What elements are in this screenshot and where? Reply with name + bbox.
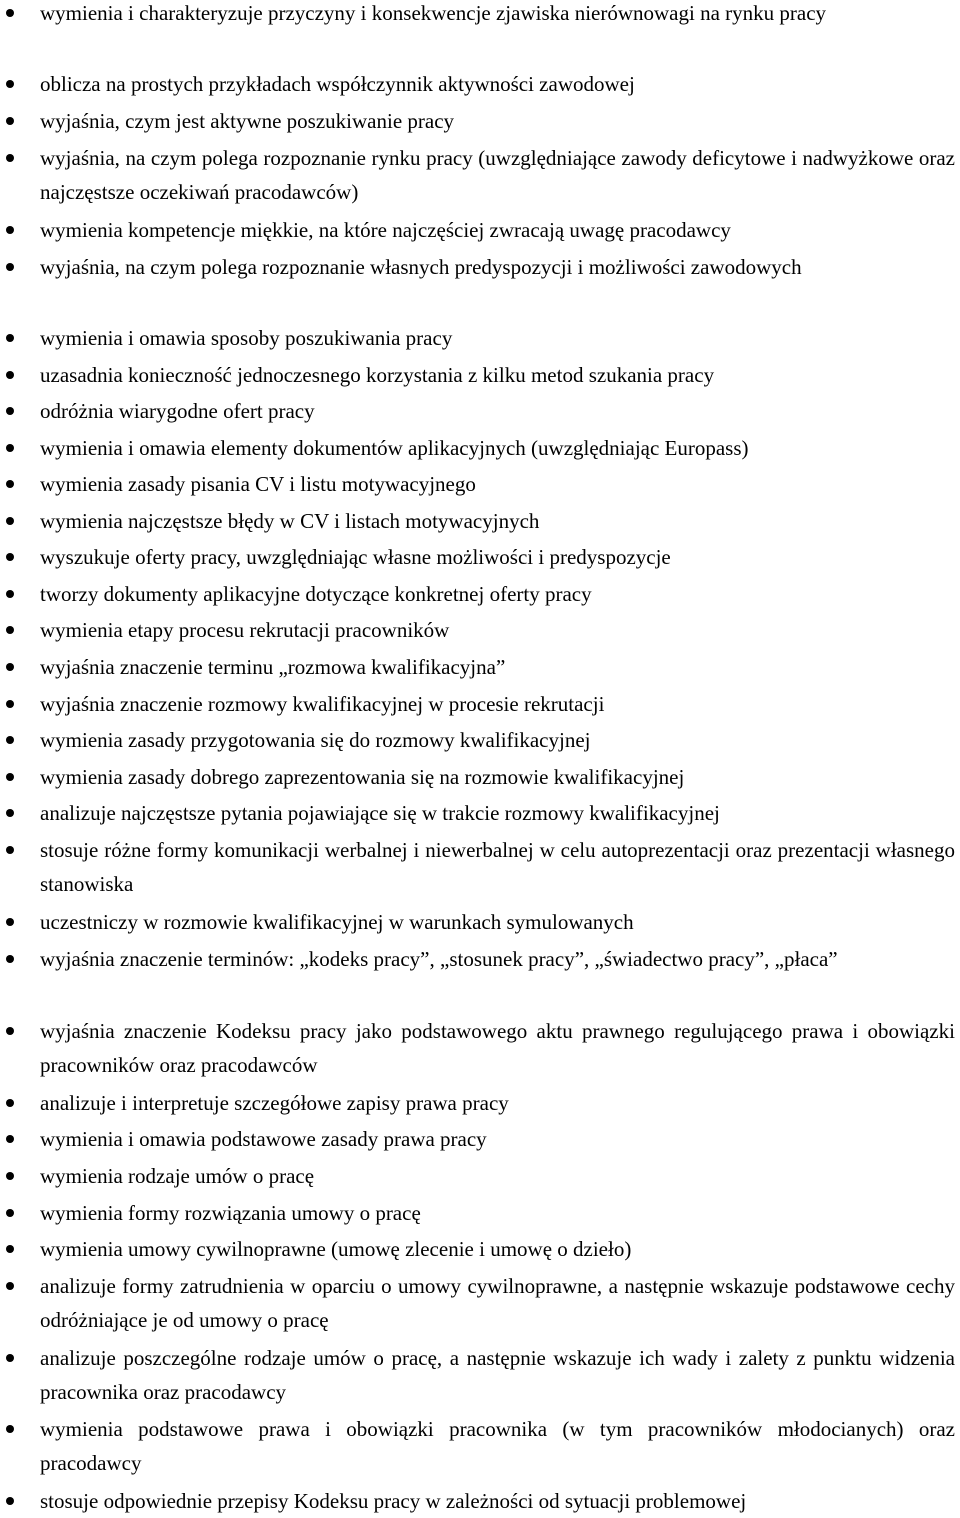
list-item-text: wymienia etapy procesu rekrutacji pracowników: [40, 618, 450, 642]
list-item-text: wyjaśnia, czym jest aktywne poszukiwanie pracy: [40, 109, 455, 133]
bullet-icon: [6, 80, 14, 88]
list-item-text: stosuje różne formy komunikacji werbalnej i niewerbalnej w celu autoprezentacji oraz prezentacji własnego stanowiska: [40, 838, 955, 896]
list-item-text: wymienia i omawia sposoby poszukiwania pracy: [40, 326, 453, 350]
list-item-text: analizuje formy zatrudnienia w oparciu o umowy cywilnoprawne, a następnie wskazuje podstawowe cechy odróżniające je od umowy o pracę: [40, 1274, 955, 1332]
list-item-text: wymienia formy rozwiązania umowy o pracę: [40, 1201, 421, 1225]
list-item-text: stosuje odpowiednie przepisy Kodeksu pracy w zależności od sytuacji problemowej: [40, 1489, 747, 1513]
bullet-icon: [6, 9, 14, 17]
bullet-icon: [6, 1354, 14, 1362]
list-item-text: analizuje najczęstsze pytania pojawiające się w trakcie rozmowy kwalifikacyjnej: [40, 801, 720, 825]
bullet-icon: [6, 263, 14, 271]
bullet-icon: [6, 955, 14, 963]
list-item-text: wymienia zasady dobrego zaprezentowania się na rozmowie kwalifikacyjnej: [40, 765, 685, 789]
bullet-icon: [6, 736, 14, 744]
list-item-text: oblicza na prostych przykładach współczynnik aktywności zawodowej: [40, 72, 635, 96]
bullet-icon: [6, 154, 14, 162]
list-item-text: wymienia i charakteryzuje przyczyny i konsekwencje zjawiska nierównowagi na rynku pracy: [40, 1, 827, 25]
bullet-icon: [6, 480, 14, 488]
bullet-icon: [6, 1027, 14, 1035]
list-item-text: wymienia rodzaje umów o pracę: [40, 1164, 315, 1188]
list-item-text: wymienia i omawia podstawowe zasady prawa pracy: [40, 1127, 487, 1151]
list-item-text: wymienia najczęstsze błędy w CV i listach motywacyjnych: [40, 509, 540, 533]
list-item-text: wyjaśnia, na czym polega rozpoznanie własnych predyspozycji i możliwości zawodowych: [40, 255, 802, 279]
list-item-text: wyszukuje oferty pracy, uwzględniając własne możliwości i predyspozycje: [40, 545, 671, 569]
list-item-text: wyjaśnia znaczenie rozmowy kwalifikacyjnej w procesie rekrutacji: [40, 692, 605, 716]
list-item-text: uczestniczy w rozmowie kwalifikacyjnej w warunkach symulowanych: [40, 910, 634, 934]
bullet-icon: [6, 590, 14, 598]
bullet-icon: [6, 371, 14, 379]
list-item-text: odróżnia wiarygodne ofert pracy: [40, 399, 315, 423]
list-item-text: analizuje i interpretuje szczegółowe zapisy prawa pracy: [40, 1091, 509, 1115]
bullet-icon: [6, 846, 14, 854]
list-item-text: analizuje poszczególne rodzaje umów o pracę, a następnie wskazuje ich wady i zalety z punktu widzenia pracownika oraz pracodawcy: [40, 1346, 955, 1404]
bullet-icon: [6, 517, 14, 525]
list-item-text: wymienia zasady pisania CV i listu motywacyjnego: [40, 472, 476, 496]
bullet-icon: [6, 626, 14, 634]
bullet-icon: [6, 700, 14, 708]
bullet-icon: [6, 1282, 14, 1290]
list-item-text: wyjaśnia znaczenie Kodeksu pracy jako podstawowego aktu prawnego regulującego prawa i obowiązki pracowników oraz pracodawców: [40, 1019, 955, 1077]
list-item-text: wyjaśnia znaczenie terminu „rozmowa kwalifikacyjna”: [40, 655, 506, 679]
list-item-text: wymienia kompetencje miękkie, na które najczęściej zwracają uwagę pracodawcy: [40, 218, 731, 242]
list-item-text: wymienia zasady przygotowania się do rozmowy kwalifikacyjnej: [40, 728, 591, 752]
bullet-icon: [6, 407, 14, 415]
bullet-icon: [6, 334, 14, 342]
bullet-icon: [6, 773, 14, 781]
bullet-icon: [6, 1135, 14, 1143]
bullet-icon: [6, 1099, 14, 1107]
list-item-text: wymienia podstawowe prawa i obowiązki pracownika (w tym pracowników młodocianych) oraz pracodawcy: [40, 1417, 955, 1475]
bullet-icon: [6, 809, 14, 817]
bullet-icon: [6, 444, 14, 452]
bullet-icon: [6, 1245, 14, 1253]
bullet-icon: [6, 1497, 14, 1505]
bullet-icon: [6, 226, 14, 234]
list-item-text: wyjaśnia znaczenie terminów: „kodeks pracy”, „stosunek pracy”, „świadectwo pracy”, „płaca”: [40, 947, 838, 971]
bullet-icon: [6, 553, 14, 561]
list-item-text: wyjaśnia, na czym polega rozpoznanie rynku pracy (uwzględniające zawody deficytowe i nadwyżkowe oraz najczęstsze oczekiwań pracodawców): [40, 146, 955, 204]
list-item-text: wymienia umowy cywilnoprawne (umowę zlecenie i umowę o dzieło): [40, 1237, 632, 1261]
list-item-text: tworzy dokumenty aplikacyjne dotyczące konkretnej oferty pracy: [40, 582, 592, 606]
list-item-text: wymienia i omawia elementy dokumentów aplikacyjnych (uwzględniając Europass): [40, 436, 749, 460]
bullet-icon: [6, 117, 14, 125]
bullet-icon: [6, 1209, 14, 1217]
bullet-icon: [6, 663, 14, 671]
list-item-text: uzasadnia konieczność jednoczesnego korzystania z kilku metod szukania pracy: [40, 363, 715, 387]
bullet-icon: [6, 1425, 14, 1433]
bullet-icon: [6, 918, 14, 926]
bullet-icon: [6, 1172, 14, 1180]
